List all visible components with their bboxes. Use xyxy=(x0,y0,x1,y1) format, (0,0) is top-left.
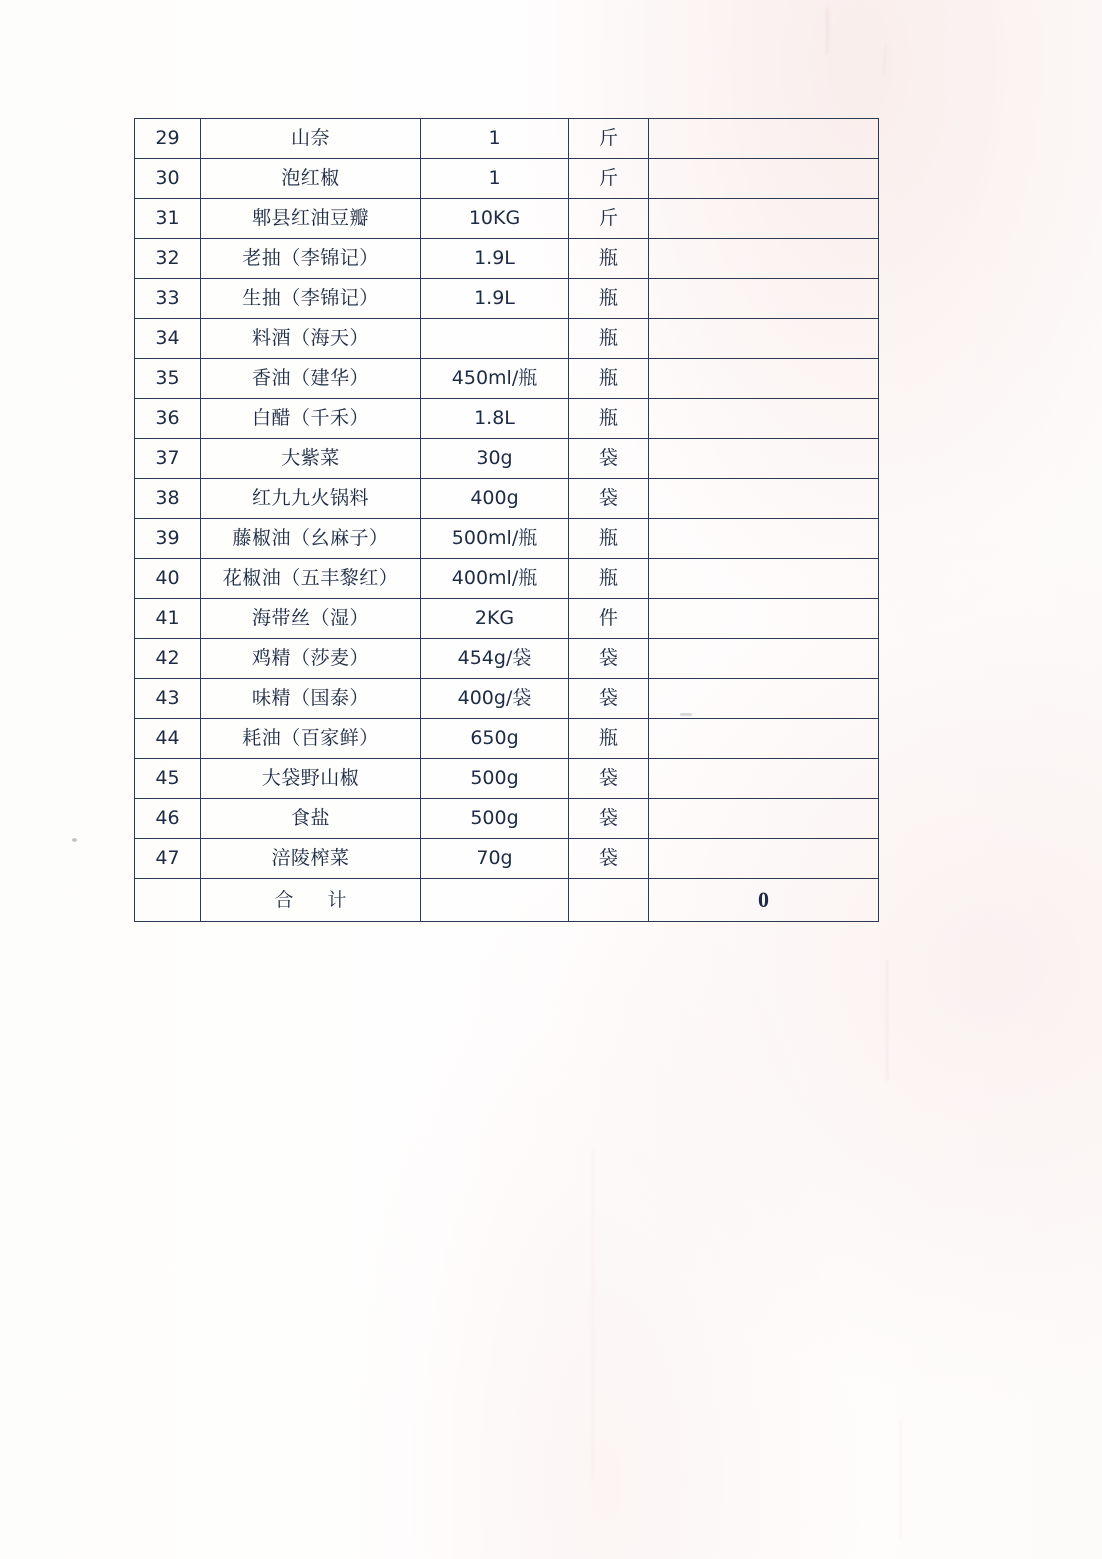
cell-spec: 454g/袋 xyxy=(421,639,569,679)
scan-streak xyxy=(592,1150,594,1480)
table-row xyxy=(135,239,879,279)
scan-streak xyxy=(826,8,829,54)
cell-unit: 瓶 xyxy=(569,719,649,759)
cell-amount xyxy=(649,559,879,599)
cell-unit: 袋 xyxy=(569,679,649,719)
scan-speck xyxy=(72,838,77,842)
cell-amount xyxy=(649,759,879,799)
cell-item-name: 生抽（李锦记） xyxy=(201,279,421,319)
cell-spec: 10KG xyxy=(421,199,569,239)
table-total-row xyxy=(135,879,879,922)
cell-unit: 瓶 xyxy=(569,319,649,359)
cell-index: 29 xyxy=(135,119,201,159)
cell-amount xyxy=(649,159,879,199)
table-row xyxy=(135,519,879,559)
cell-unit: 袋 xyxy=(569,759,649,799)
table-row xyxy=(135,279,879,319)
total-spec-cell xyxy=(421,879,569,922)
cell-index: 44 xyxy=(135,719,201,759)
table-row xyxy=(135,559,879,599)
cell-unit: 瓶 xyxy=(569,559,649,599)
cell-spec: 500ml/瓶 xyxy=(421,519,569,559)
total-label: 合 计 xyxy=(201,879,421,922)
cell-spec: 70g xyxy=(421,839,569,879)
cell-unit: 袋 xyxy=(569,639,649,679)
cell-unit: 斤 xyxy=(569,119,649,159)
cell-amount xyxy=(649,359,879,399)
cell-amount xyxy=(649,479,879,519)
cell-spec: 650g xyxy=(421,719,569,759)
cell-amount xyxy=(649,839,879,879)
table-row xyxy=(135,319,879,359)
total-unit-cell xyxy=(569,879,649,922)
cell-item-name: 鸡精（莎麦） xyxy=(201,639,421,679)
cell-index: 40 xyxy=(135,559,201,599)
table-row xyxy=(135,639,879,679)
cell-spec: 400g/袋 xyxy=(421,679,569,719)
cell-index: 43 xyxy=(135,679,201,719)
cell-unit: 袋 xyxy=(569,479,649,519)
cell-index: 31 xyxy=(135,199,201,239)
cell-unit: 袋 xyxy=(569,839,649,879)
cell-item-name: 食盐 xyxy=(201,799,421,839)
cell-amount xyxy=(649,519,879,559)
cell-spec: 1 xyxy=(421,159,569,199)
purchase-table-body xyxy=(135,119,879,922)
cell-amount xyxy=(649,599,879,639)
table-row xyxy=(135,439,879,479)
total-value: 0 xyxy=(649,879,879,922)
cell-item-name: 大紫菜 xyxy=(201,439,421,479)
cell-spec xyxy=(421,319,569,359)
cell-index: 45 xyxy=(135,759,201,799)
cell-item-name: 味精（国泰） xyxy=(201,679,421,719)
cell-unit: 瓶 xyxy=(569,359,649,399)
cell-index: 34 xyxy=(135,319,201,359)
cell-unit: 瓶 xyxy=(569,519,649,559)
total-blank-cell xyxy=(135,879,201,922)
cell-index: 37 xyxy=(135,439,201,479)
table-row xyxy=(135,359,879,399)
table-row xyxy=(135,119,879,159)
cell-item-name: 花椒油（五丰黎红） xyxy=(201,559,421,599)
cell-index: 47 xyxy=(135,839,201,879)
table-row xyxy=(135,159,879,199)
cell-item-name: 海带丝（湿） xyxy=(201,599,421,639)
table-row xyxy=(135,399,879,439)
cell-spec: 400ml/瓶 xyxy=(421,559,569,599)
cell-amount xyxy=(649,679,879,719)
cell-index: 33 xyxy=(135,279,201,319)
cell-index: 38 xyxy=(135,479,201,519)
purchase-table xyxy=(134,118,879,922)
cell-unit: 瓶 xyxy=(569,279,649,319)
cell-amount xyxy=(649,639,879,679)
cell-amount xyxy=(649,319,879,359)
cell-unit: 袋 xyxy=(569,799,649,839)
cell-amount xyxy=(649,439,879,479)
cell-amount xyxy=(649,719,879,759)
table-row xyxy=(135,679,879,719)
cell-spec: 1 xyxy=(421,119,569,159)
cell-unit: 瓶 xyxy=(569,399,649,439)
cell-amount xyxy=(649,799,879,839)
table-row xyxy=(135,599,879,639)
cell-item-name: 泡红椒 xyxy=(201,159,421,199)
cell-item-name: 白醋（千禾） xyxy=(201,399,421,439)
cell-spec: 400g xyxy=(421,479,569,519)
cell-spec: 1.9L xyxy=(421,279,569,319)
cell-index: 39 xyxy=(135,519,201,559)
cell-index: 30 xyxy=(135,159,201,199)
table-row xyxy=(135,799,879,839)
cell-amount xyxy=(649,279,879,319)
cell-unit: 袋 xyxy=(569,439,649,479)
table-row xyxy=(135,199,879,239)
table-row xyxy=(135,759,879,799)
cell-spec: 500g xyxy=(421,799,569,839)
cell-amount xyxy=(649,239,879,279)
cell-index: 36 xyxy=(135,399,201,439)
scan-streak xyxy=(886,960,888,1080)
cell-item-name: 山奈 xyxy=(201,119,421,159)
scan-streak xyxy=(883,44,887,74)
cell-unit: 瓶 xyxy=(569,239,649,279)
scan-streak xyxy=(900,1420,902,1540)
cell-item-name: 大袋野山椒 xyxy=(201,759,421,799)
cell-item-name: 料酒（海天） xyxy=(201,319,421,359)
cell-item-name: 耗油（百家鲜） xyxy=(201,719,421,759)
cell-index: 35 xyxy=(135,359,201,399)
table-row xyxy=(135,479,879,519)
cell-spec: 30g xyxy=(421,439,569,479)
cell-amount xyxy=(649,119,879,159)
cell-unit: 斤 xyxy=(569,159,649,199)
cell-item-name: 香油（建华） xyxy=(201,359,421,399)
cell-index: 42 xyxy=(135,639,201,679)
cell-item-name: 红九九火锅料 xyxy=(201,479,421,519)
cell-item-name: 涪陵榨菜 xyxy=(201,839,421,879)
cell-index: 32 xyxy=(135,239,201,279)
table-row xyxy=(135,839,879,879)
cell-unit: 斤 xyxy=(569,199,649,239)
cell-item-name: 郫县红油豆瓣 xyxy=(201,199,421,239)
cell-item-name: 藤椒油（幺麻子） xyxy=(201,519,421,559)
cell-spec: 450ml/瓶 xyxy=(421,359,569,399)
cell-spec: 500g xyxy=(421,759,569,799)
cell-spec: 1.8L xyxy=(421,399,569,439)
cell-amount xyxy=(649,399,879,439)
cell-item-name: 老抽（李锦记） xyxy=(201,239,421,279)
purchase-table-container xyxy=(134,118,878,922)
cell-spec: 2KG xyxy=(421,599,569,639)
cell-index: 46 xyxy=(135,799,201,839)
cell-unit: 件 xyxy=(569,599,649,639)
cell-index: 41 xyxy=(135,599,201,639)
table-row xyxy=(135,719,879,759)
cell-amount xyxy=(649,199,879,239)
cell-spec: 1.9L xyxy=(421,239,569,279)
